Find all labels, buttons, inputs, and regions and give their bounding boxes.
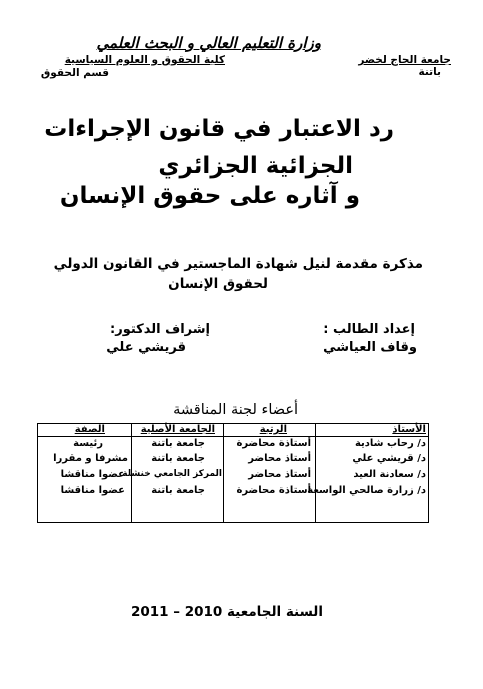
university-name: جامعة الحاج لخضر [358,54,451,66]
table-cell: أستاذ محاضر [248,453,311,464]
table-cell: د/ رحاب شادية [354,438,426,449]
committee-title: أعضاء لجنة المناقشة [173,402,298,418]
table-cell: رئيسة [73,438,103,449]
rank-column [223,424,315,522]
department-name: قسم الحقوق [40,67,109,79]
table-cell: أستاذة محاضرة [236,485,311,496]
university-city: باتنة [418,66,441,78]
prepared-by-label: إعداد الطالب : [323,322,415,337]
degree-statement-line-1: مذكرة مقدمة لنيل شهادة الماجستير في القانون الدولي [53,256,423,272]
table-cell: د/ قريشي علي [352,453,426,464]
role-header: الصفة [74,424,105,435]
thesis-title-line-3: و آثاره على حقوق الإنسان [59,183,360,209]
supervisor-label: إشراف الدكتور: [110,322,210,337]
faculty-name: كلية الحقوق و العلوم السياسية [64,54,225,66]
supervisor-name: قريشي علي [106,340,186,355]
professor-header: الأستاذ [392,424,426,435]
academic-year: السنة الجامعية 2010 – 2011 [130,604,323,620]
ministry-name: وزارة التعليم العالي و البحث العلمي [96,34,321,52]
table-header-divider [38,436,428,437]
thesis-title-line-1: رد الاعتبار في قانون الإجراءات [44,116,394,142]
table-cell: جامعة باتنة [151,438,205,449]
table-cell: عضوا مناقشا [60,469,125,480]
thesis-title-line-2: الجزائية الجزائري [158,153,353,179]
rank-header: الرتبة [259,424,287,435]
professor-column [307,424,428,522]
university-column [122,424,223,522]
table-cell: جامعة باتنة [151,453,205,464]
role-column [36,424,131,522]
table-cell: المركز الجامعي خنشلة [122,469,222,479]
table-cell: مشرفا و مقررا [53,453,128,464]
table-cell: أستاذ محاضر [248,469,311,480]
student-name: وقاف العياشي [323,340,417,355]
table-cell: أستاذة محاضرة [236,438,311,449]
table-cell: د/ زرارة صالحي الواسعة [307,485,426,496]
table-cell: د/ سعادنة العيد [353,469,426,480]
university-header: الجامعة الأصلية [140,424,215,435]
table-cell: جامعة باتنة [151,485,205,496]
table-cell: عضوا مناقشا [60,485,125,496]
degree-statement-line-2: لحقوق الإنسان [168,276,268,292]
committee-table [37,423,429,523]
